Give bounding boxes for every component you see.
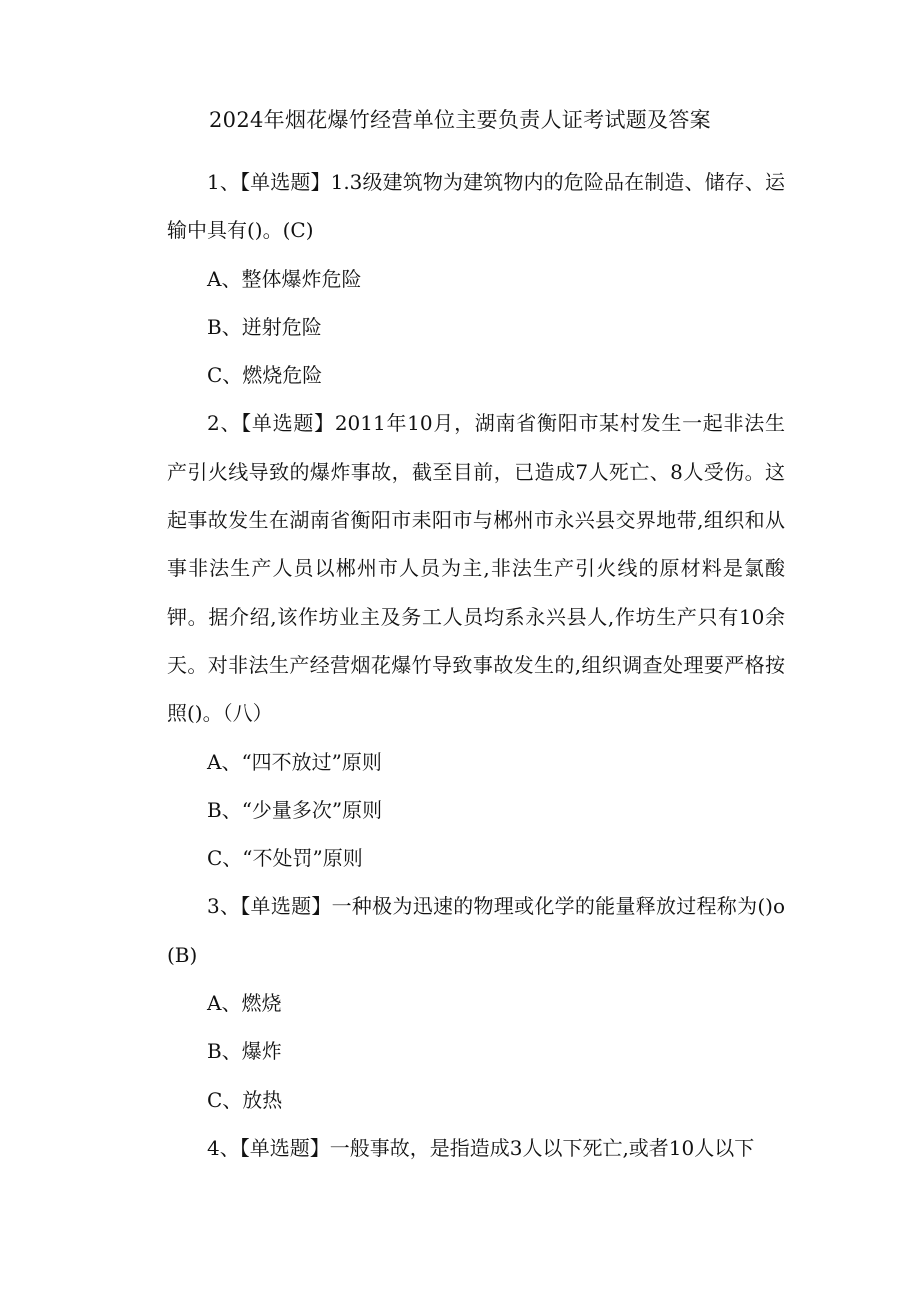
question-2-option-b: B、“少量多次”原则 — [207, 797, 383, 822]
question-1 — [167, 158, 785, 399]
question-3 — [167, 882, 785, 1123]
question-2-text: 2、【单选题】2011年10月，湖南省衡阳市某村发生一起非法生产引火线导致的爆炸事故，截至目前，已造成7人死亡、8人受伤。这起事故发生在湖南省衡阳市耒阳市与郴州市永兴县交界地带,组织和从事非法生产人员以郴州市人员为主,非法生产引火线的原材料是氯酸钾。据介绍,该作坊业主及务工人员均系永兴县人,作坊生产只有10余天。对非法生产经营烟花爆竹导致事故发生的,组织调查处理要严格按照()。（八） — [167, 411, 785, 726]
document-title: 2024年烟花爆竹经营单位主要负责人证考试题及答案 — [209, 108, 711, 132]
question-1-option-b: B、迸射危险 — [207, 314, 322, 339]
question-2-option-a: A、“四不放过”原则 — [207, 749, 382, 774]
question-3-option-c: C、放热 — [207, 1087, 283, 1112]
question-list — [167, 158, 785, 1172]
question-4 — [167, 1124, 785, 1172]
question-4-text: 4、【单选题】一般事故，是指造成3人以下死亡,或者10人以下 — [207, 1135, 755, 1160]
question-1-text: 1、【单选题】1.3级建筑物为建筑物内的危险品在制造、储存、运输中具有()。(C) — [167, 170, 785, 243]
question-3-option-a: A、燃烧 — [207, 991, 282, 1016]
question-1-option-a: A、整体爆炸危险 — [207, 266, 362, 291]
question-3-option-b: B、爆炸 — [207, 1039, 282, 1064]
question-2-option-c: C、“不处罚”原则 — [207, 846, 363, 871]
question-1-option-c: C、燃烧危险 — [207, 363, 323, 388]
question-3-text: 3、【单选题】一种极为迅速的物理或化学的能量释放过程称为()o(B) — [167, 894, 785, 967]
question-2 — [167, 399, 785, 882]
